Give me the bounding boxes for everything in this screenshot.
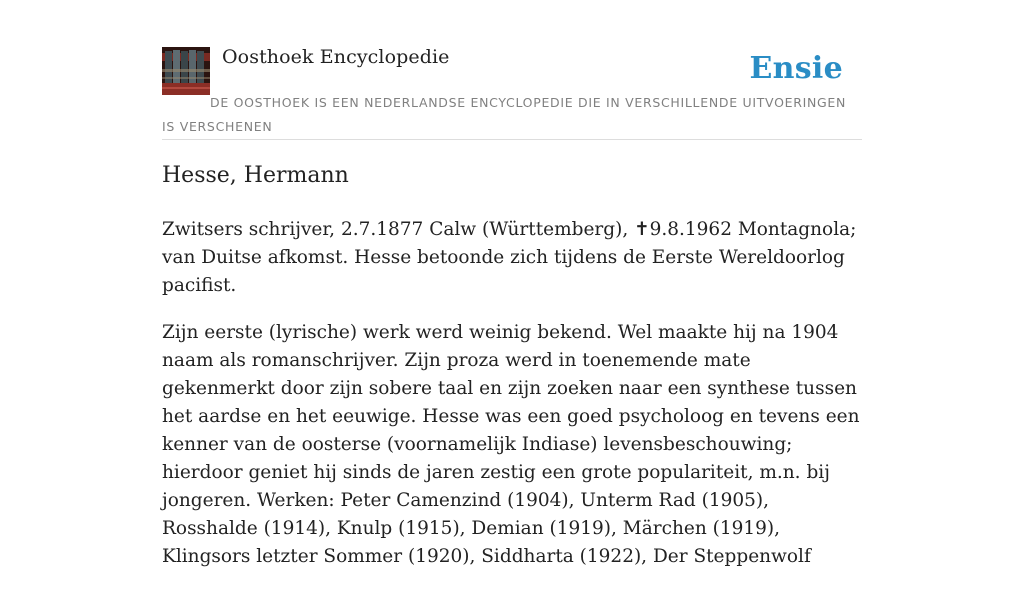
content-container — [162, 44, 862, 567]
article-body — [162, 216, 862, 590]
site-header — [162, 44, 862, 140]
article-paragraph: Zijn eerste (lyrische) werk werd weinig bekend. Wel maakte hij na 1904 naam als romanschrijver. Zijn proza werd in toenemende mate gekenmerkt door zijn sobere taal en zijn zoeken naar een synthese tussen het aardse en het eeuwige. Hesse was een goed psycholoog en tevens een kenner van de oosterse (voornamelijk Indiase) levensbeschouwing; hierdoor geniet hij sinds de jaren zestig een grote populariteit, m.n. bij jongeren. Werken: Peter Camenzind (1904), Unterm Rad (1905), Rosshalde (1914), Knulp (1915), Demian (1919), Märchen (1919), Klingsors letzter Sommer (1920), Siddharta (1922), Der Steppenwolf — [162, 322, 860, 567]
article-paragraph: Zwitsers schrijver, 2.7.1877 Calw (Württemberg), ✝9.8.1962 Montagnola; van Duitse afkomst. Hesse betoonde zich tijdens de Eerste Wereldoorlog pacifist. — [162, 219, 857, 296]
brand-logo[interactable]: Ensie — [749, 51, 843, 86]
article-title: Hesse, Hermann — [162, 163, 349, 188]
book-spines-icon[interactable] — [162, 47, 210, 95]
site-tagline: DE OOSTHOEK IS EEN NEDERLANDSE ENCYCLOPEDIE DIE IN VERSCHILLENDE UITVOERINGEN IS VERSCHENEN — [162, 95, 847, 134]
site-title[interactable]: Oosthoek Encyclopedie — [222, 46, 450, 68]
